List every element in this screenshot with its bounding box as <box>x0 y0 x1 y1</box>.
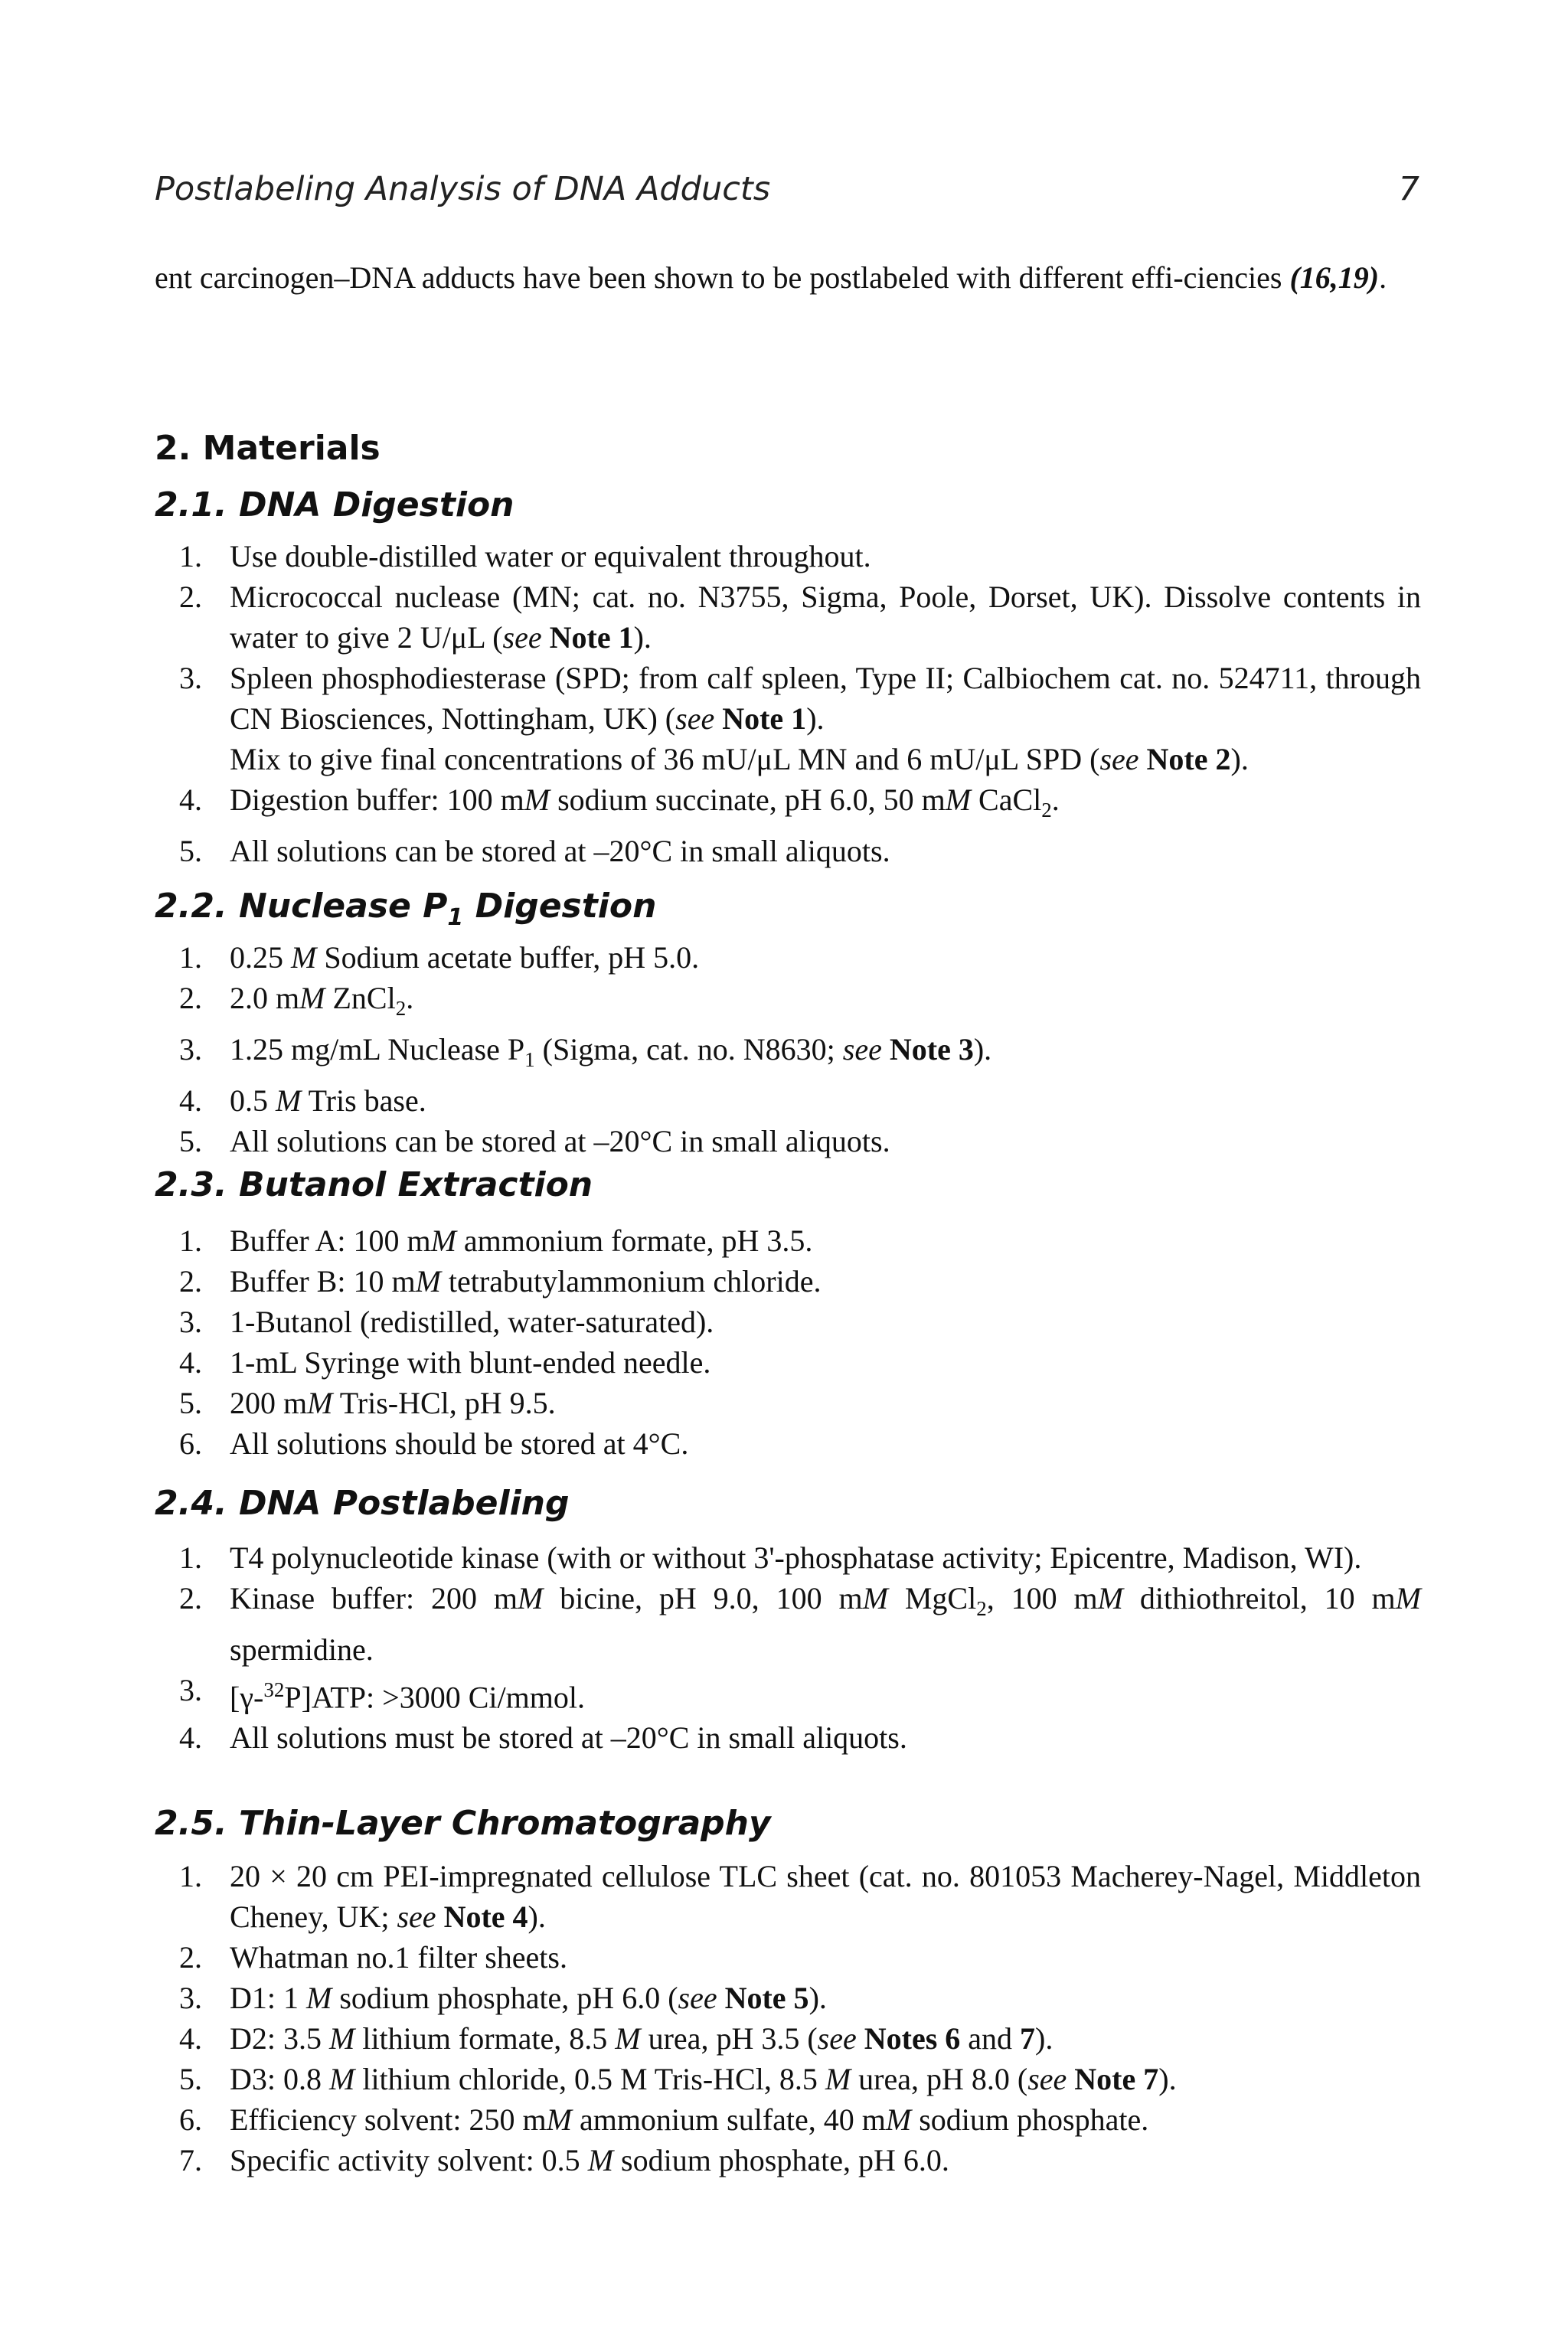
intro-paragraph <box>155 257 1421 298</box>
item-number: 1. <box>179 1223 202 1258</box>
item-number: 5. <box>179 1386 202 1420</box>
item-number: 4. <box>179 1720 202 1756</box>
item-text: 1-mL Syringe with blunt-ended needle. <box>230 1345 711 1380</box>
list-item <box>155 1080 1421 1121</box>
intro-text-end: . <box>1379 260 1387 295</box>
item-text: T4 polynucleotide kinase (with or without 3'-phosphatase activity; Epicentre, Madison, WI). <box>230 1540 1362 1575</box>
nuclease-p1-list <box>155 937 1421 1161</box>
list-item <box>155 1383 1421 1423</box>
list-item <box>155 536 1421 577</box>
item-text: Kinase buffer: 200 mM bicine, pH 9.0, 100 mM MgCl$_2$, 100 mM dithiothreitol, 10 mM spermidine. <box>230 1581 1421 1667</box>
item-number: 2. <box>179 1581 202 1615</box>
item-text: 20 × 20 cm PEI-impregnated cellulose TLC sheet (cat. no. 801053 Macherey-Nagel, Middleton Cheney, UK; see Note 4). <box>230 1859 1421 1934</box>
item-number: 5. <box>179 2062 202 2096</box>
item-text: 2.0 mM ZnCl$_2$. <box>230 981 414 1020</box>
item-number: 4. <box>179 782 202 817</box>
item-number: 1. <box>179 1540 202 1575</box>
item-text: Buffer A: 100 mM ammonium formate, pH 3.5. <box>230 1223 813 1258</box>
item-number: 4. <box>179 1345 202 1380</box>
item-text: [γ-$^{32}$P]ATP: >3000 Ci/mmol. <box>230 1678 585 1715</box>
item-number: 6. <box>179 2102 202 2137</box>
item-number: 3. <box>179 1673 202 1707</box>
item-text: Use double-distilled water or equivalent throughout. <box>230 539 871 573</box>
list-item <box>155 2140 1421 2180</box>
item-text: D3: 0.8 M lithium chloride, 0.5 M Tris-HCl, 8.5 M urea, pH 8.0 (see Note 7). <box>230 2062 1177 2096</box>
subsection-heading-butanol-extraction: 2.3. Butanol Extraction <box>155 1165 593 1204</box>
item-number: 5. <box>179 834 202 868</box>
dna-digestion-list <box>155 536 1421 871</box>
item-number: 3. <box>179 1981 202 2015</box>
item-text: All solutions can be stored at –20°C in small aliquots. <box>230 1124 890 1158</box>
thin-layer-chromatography-list <box>155 1856 1421 2180</box>
item-number: 3. <box>179 1305 202 1339</box>
list-item <box>155 658 1421 779</box>
list-item <box>155 1302 1421 1342</box>
list-item <box>155 1578 1421 1670</box>
item-number: 6. <box>179 1426 202 1461</box>
item-text: Buffer B: 10 mM tetrabutylammonium chloride. <box>230 1264 822 1298</box>
item-text: Micrococcal nuclease (MN; cat. no. N3755, Sigma, Poole, Dorset, UK). Dissolve contents in water to give 2 U/μL (see Note 1). <box>230 580 1421 655</box>
item-number: 1. <box>179 940 202 975</box>
item-number: 4. <box>179 2021 202 2056</box>
list-item <box>155 1342 1421 1383</box>
list-item <box>155 978 1421 1029</box>
item-text: Spleen phosphodiesterase (SPD; from calf spleen, Type II; Calbiochem cat. no. 524711, through CN Biosciences, Nottingham, UK) (see Note 1). Mix to give final concentrations of 36 mU/μL MN and 6 mU/μL SPD (see Note 2). <box>230 661 1421 776</box>
item-text: Digestion buffer: 100 mM sodium succinate, pH 6.0, 50 mM CaCl$_2$. <box>230 782 1060 822</box>
list-item <box>155 1121 1421 1161</box>
list-item <box>155 1717 1421 1758</box>
item-number: 4. <box>179 1083 202 1118</box>
item-number: 2. <box>179 580 202 614</box>
item-number: 1. <box>179 1859 202 1893</box>
list-item <box>155 1220 1421 1261</box>
subsection-heading-nuclease-p1: 2.2. Nuclease $P_1$ Digestion <box>155 887 657 931</box>
list-item <box>155 1423 1421 1464</box>
item-text: 1.25 mg/mL Nuclease $P_1$ (Sigma, cat. no. N8630; see Note 3). <box>230 1032 992 1071</box>
subsection-heading-dna-postlabeling: 2.4. DNA Postlabeling <box>155 1484 570 1523</box>
item-text: Efficiency solvent: 250 mM ammonium sulfate, 40 mM sodium phosphate. <box>230 2102 1149 2137</box>
item-text: 0.5 M Tris base. <box>230 1083 426 1118</box>
item-text: 1-Butanol (redistilled, water-saturated). <box>230 1305 714 1339</box>
list-item <box>155 1670 1421 1717</box>
item-number: 7. <box>179 2143 202 2177</box>
item-text: Whatman no.1 filter sheets. <box>230 1940 567 1975</box>
subsection-heading-dna-digestion: 2.1. DNA Digestion <box>155 485 514 524</box>
section-heading: 2. Materials <box>155 429 381 468</box>
list-item <box>155 779 1421 831</box>
item-text: D2: 3.5 M lithium formate, 8.5 M urea, pH 3.5 (see Notes 6 and 7). <box>230 2021 1054 2056</box>
list-item <box>155 1261 1421 1302</box>
item-number: 5. <box>179 1124 202 1158</box>
item-text: All solutions should be stored at 4°C. <box>230 1426 689 1461</box>
subsection-heading-thin-layer-chromatography: 2.5. Thin-Layer Chromatography <box>155 1804 771 1843</box>
list-item <box>155 2059 1421 2099</box>
item-number: 2. <box>179 1940 202 1975</box>
dna-postlabeling-list <box>155 1537 1421 1758</box>
intro-text: ent carcinogen–DNA adducts have been shown to be postlabeled with different effi-ciencies <box>155 260 1290 295</box>
list-item <box>155 831 1421 871</box>
running-head-title: Postlabeling Analysis of DNA Adducts <box>155 170 771 208</box>
item-number: 1. <box>179 539 202 573</box>
item-text: All solutions must be stored at –20°C in small aliquots. <box>230 1720 907 1756</box>
list-item <box>155 2018 1421 2059</box>
list-item <box>155 1978 1421 2018</box>
item-text: All solutions can be stored at –20°C in small aliquots. <box>230 834 890 868</box>
item-number: 3. <box>179 1032 202 1067</box>
item-text: Specific activity solvent: 0.5 M sodium phosphate, pH 6.0. <box>230 2143 949 2177</box>
list-item <box>155 1937 1421 1978</box>
item-text: D1: 1 M sodium phosphate, pH 6.0 (see Note 5). <box>230 1981 827 2015</box>
item-number: 2. <box>179 1264 202 1298</box>
intro-references: (16,19) <box>1289 260 1380 295</box>
list-item <box>155 1029 1421 1080</box>
item-number: 2. <box>179 981 202 1015</box>
page-number: 7 <box>1398 170 1419 208</box>
list-item <box>155 2099 1421 2140</box>
item-number: 3. <box>179 661 202 695</box>
item-text: 0.25 M Sodium acetate buffer, pH 5.0. <box>230 940 700 975</box>
item-text: 200 mM Tris-HCl, pH 9.5. <box>230 1386 556 1420</box>
list-item <box>155 1537 1421 1578</box>
list-item <box>155 1856 1421 1937</box>
list-item <box>155 937 1421 978</box>
running-head <box>155 170 1419 213</box>
list-item <box>155 577 1421 658</box>
butanol-extraction-list <box>155 1220 1421 1464</box>
